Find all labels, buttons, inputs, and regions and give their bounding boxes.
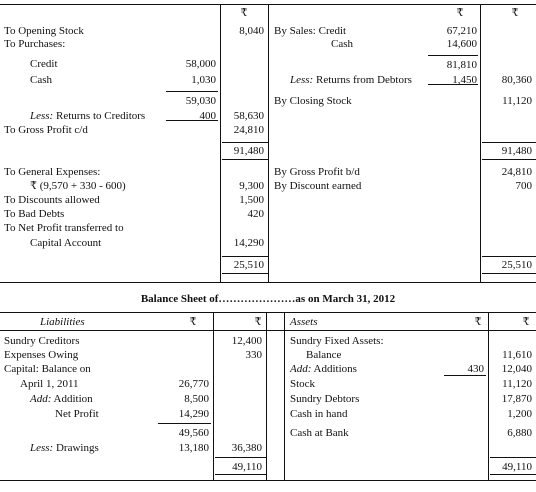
net-profit-bs-amount: 14,290 — [178, 408, 209, 420]
gross-profit-cd-label: To Gross Profit c/d — [4, 124, 88, 136]
fixed-total-amount: 12,040 — [501, 363, 532, 375]
gross-profit-bd-amount: 24,810 — [501, 166, 532, 178]
rule — [222, 142, 268, 143]
sundry-creditors-label: Sundry Creditors — [4, 335, 80, 347]
opening-stock-amount: 8,040 — [239, 25, 264, 37]
stock-amount: 11,120 — [502, 378, 532, 390]
drawings-text: Drawings — [55, 442, 99, 454]
net-purchases-amount: 58,630 — [233, 110, 264, 122]
purchases-label: To Purchases: — [4, 38, 66, 50]
addition-amount: 8,500 — [184, 393, 209, 405]
returns-to-creditors-amount: 400 — [199, 110, 216, 122]
col-divider — [266, 312, 267, 480]
rule — [490, 474, 536, 475]
purchases-total: 59,030 — [185, 95, 216, 107]
net-profit-bs-label: Net Profit — [55, 408, 99, 420]
pl-credit-total: 25,510 — [501, 259, 532, 271]
returns-label-text: Returns from Debtors — [315, 74, 412, 86]
col-divider — [488, 312, 489, 480]
addition-label — [30, 393, 93, 405]
capital-date: April 1, 2011 — [20, 378, 79, 390]
balance-sheet-title: Balance Sheet of…………………as on March 31, 2012 — [140, 293, 396, 305]
drawings-amount: 13,180 — [178, 442, 209, 454]
liabilities-header: Liabilities — [40, 316, 85, 328]
rule — [166, 91, 218, 92]
additions-amount: 430 — [467, 363, 484, 375]
col-divider — [268, 4, 269, 282]
net-profit-amount: 14,290 — [233, 237, 264, 249]
trading-credit-total: 91,480 — [501, 145, 532, 157]
opening-stock-label: To Opening Stock — [4, 25, 84, 37]
additions-text: Additions — [313, 363, 357, 375]
fixed-assets-label: Sundry Fixed Assets: — [290, 335, 384, 347]
rule — [222, 273, 268, 274]
fixed-balance-amount: 11,610 — [502, 349, 532, 361]
credit-sales-amount: 67,210 — [446, 25, 477, 37]
bottom-border — [0, 282, 536, 283]
rule — [482, 142, 536, 143]
less-label: Less: — [290, 74, 314, 86]
general-expenses-amount: 9,300 — [239, 180, 264, 192]
rule — [444, 375, 486, 376]
rule — [490, 457, 536, 458]
cash-at-bank-label: Cash at Bank — [290, 427, 349, 439]
currency-header: ₹ — [240, 7, 248, 19]
liabilities-total: 49,110 — [232, 461, 262, 473]
sundry-debtors-label: Sundry Debtors — [290, 393, 360, 405]
additions-label — [290, 363, 357, 375]
pl-debit-total: 25,510 — [233, 259, 264, 271]
currency-header: ₹ — [254, 316, 262, 328]
closing-stock-label: By Closing Stock — [274, 95, 352, 107]
rule — [215, 457, 266, 458]
less-label: Less: — [30, 110, 54, 122]
expenses-owing-amount: 330 — [245, 349, 262, 361]
rule — [222, 159, 268, 160]
rule — [428, 55, 478, 56]
cash-in-hand-amount: 1,200 — [507, 408, 532, 420]
cash-purchases-label: Cash — [30, 74, 52, 86]
capital-subtotal: 49,560 — [178, 427, 209, 439]
net-sales-amount: 80,360 — [501, 74, 532, 86]
sundry-debtors-amount: 17,870 — [501, 393, 532, 405]
gross-profit-bd-label: By Gross Profit b/d — [274, 166, 360, 178]
rule — [482, 273, 536, 274]
capital-opening-amount: 26,770 — [178, 378, 209, 390]
bs-header-border — [0, 330, 536, 331]
stock-label: Stock — [290, 378, 316, 390]
rule — [482, 256, 536, 257]
drawings-label — [30, 442, 99, 454]
cash-purchases-amount: 1,030 — [191, 74, 216, 86]
rule — [158, 423, 211, 424]
discount-earned-label: By Discount earned — [274, 180, 362, 192]
returns-from-debtors-label — [290, 74, 412, 86]
cash-in-hand-label: Cash in hand — [290, 408, 348, 420]
col-divider — [480, 4, 481, 282]
bs-bottom-border — [0, 480, 536, 481]
currency-header: ₹ — [522, 316, 530, 328]
assets-header: Assets — [290, 316, 318, 328]
net-profit-label: To Net Profit transferred to — [4, 222, 124, 234]
capital-closing-amount: 36,380 — [231, 442, 262, 454]
bad-debts-label: To Bad Debts — [4, 208, 65, 220]
assets-total: 49,110 — [502, 461, 532, 473]
credit-purchases-amount: 58,000 — [185, 58, 216, 70]
add-label: Add: — [30, 393, 52, 405]
fixed-balance-label: Balance — [306, 349, 342, 361]
discount-earned-amount: 700 — [515, 180, 532, 192]
discounts-allowed-amount: 1,500 — [239, 194, 264, 206]
cash-sales-label: Cash — [331, 38, 353, 50]
sales-label: By Sales: Credit — [274, 25, 347, 37]
capital-account-label: Capital Account — [30, 237, 102, 249]
gross-profit-cd-amount: 24,810 — [233, 124, 264, 136]
closing-stock-amount: 11,120 — [502, 95, 532, 107]
general-expenses-label: To General Expenses: — [4, 166, 101, 178]
sundry-creditors-amount: 12,400 — [231, 335, 262, 347]
currency-header: ₹ — [189, 316, 197, 328]
returns-label-text: Returns to Creditors — [55, 110, 146, 122]
rule — [215, 474, 266, 475]
add-label: Add: — [290, 363, 312, 375]
rule — [482, 159, 536, 160]
trading-debit-total: 91,480 — [233, 145, 264, 157]
cash-at-bank-amount: 6,880 — [507, 427, 532, 439]
discounts-allowed-label: To Discounts allowed — [4, 194, 100, 206]
sales-total: 81,810 — [446, 59, 477, 71]
expenses-owing-label: Expenses Owing — [4, 349, 79, 361]
cash-sales-amount: 14,600 — [446, 38, 477, 50]
credit-purchases-label: Credit — [30, 58, 58, 70]
bad-debts-amount: 420 — [247, 208, 264, 220]
general-expenses-detail: ₹ (9,570 + 330 - 600) — [30, 180, 126, 192]
bs-top-border — [0, 312, 536, 313]
currency-header: ₹ — [474, 316, 482, 328]
col-divider — [220, 4, 221, 282]
col-divider — [213, 312, 214, 480]
returns-from-debtors-amount: 1,450 — [452, 74, 477, 86]
less-label: Less: — [30, 442, 54, 454]
returns-to-creditors-label — [30, 110, 145, 122]
currency-header: ₹ — [456, 7, 464, 19]
rule — [222, 256, 268, 257]
currency-header: ₹ — [511, 7, 519, 19]
col-divider — [284, 312, 285, 480]
addition-text: Addition — [53, 393, 93, 405]
capital-label: Capital: Balance on — [4, 363, 91, 375]
